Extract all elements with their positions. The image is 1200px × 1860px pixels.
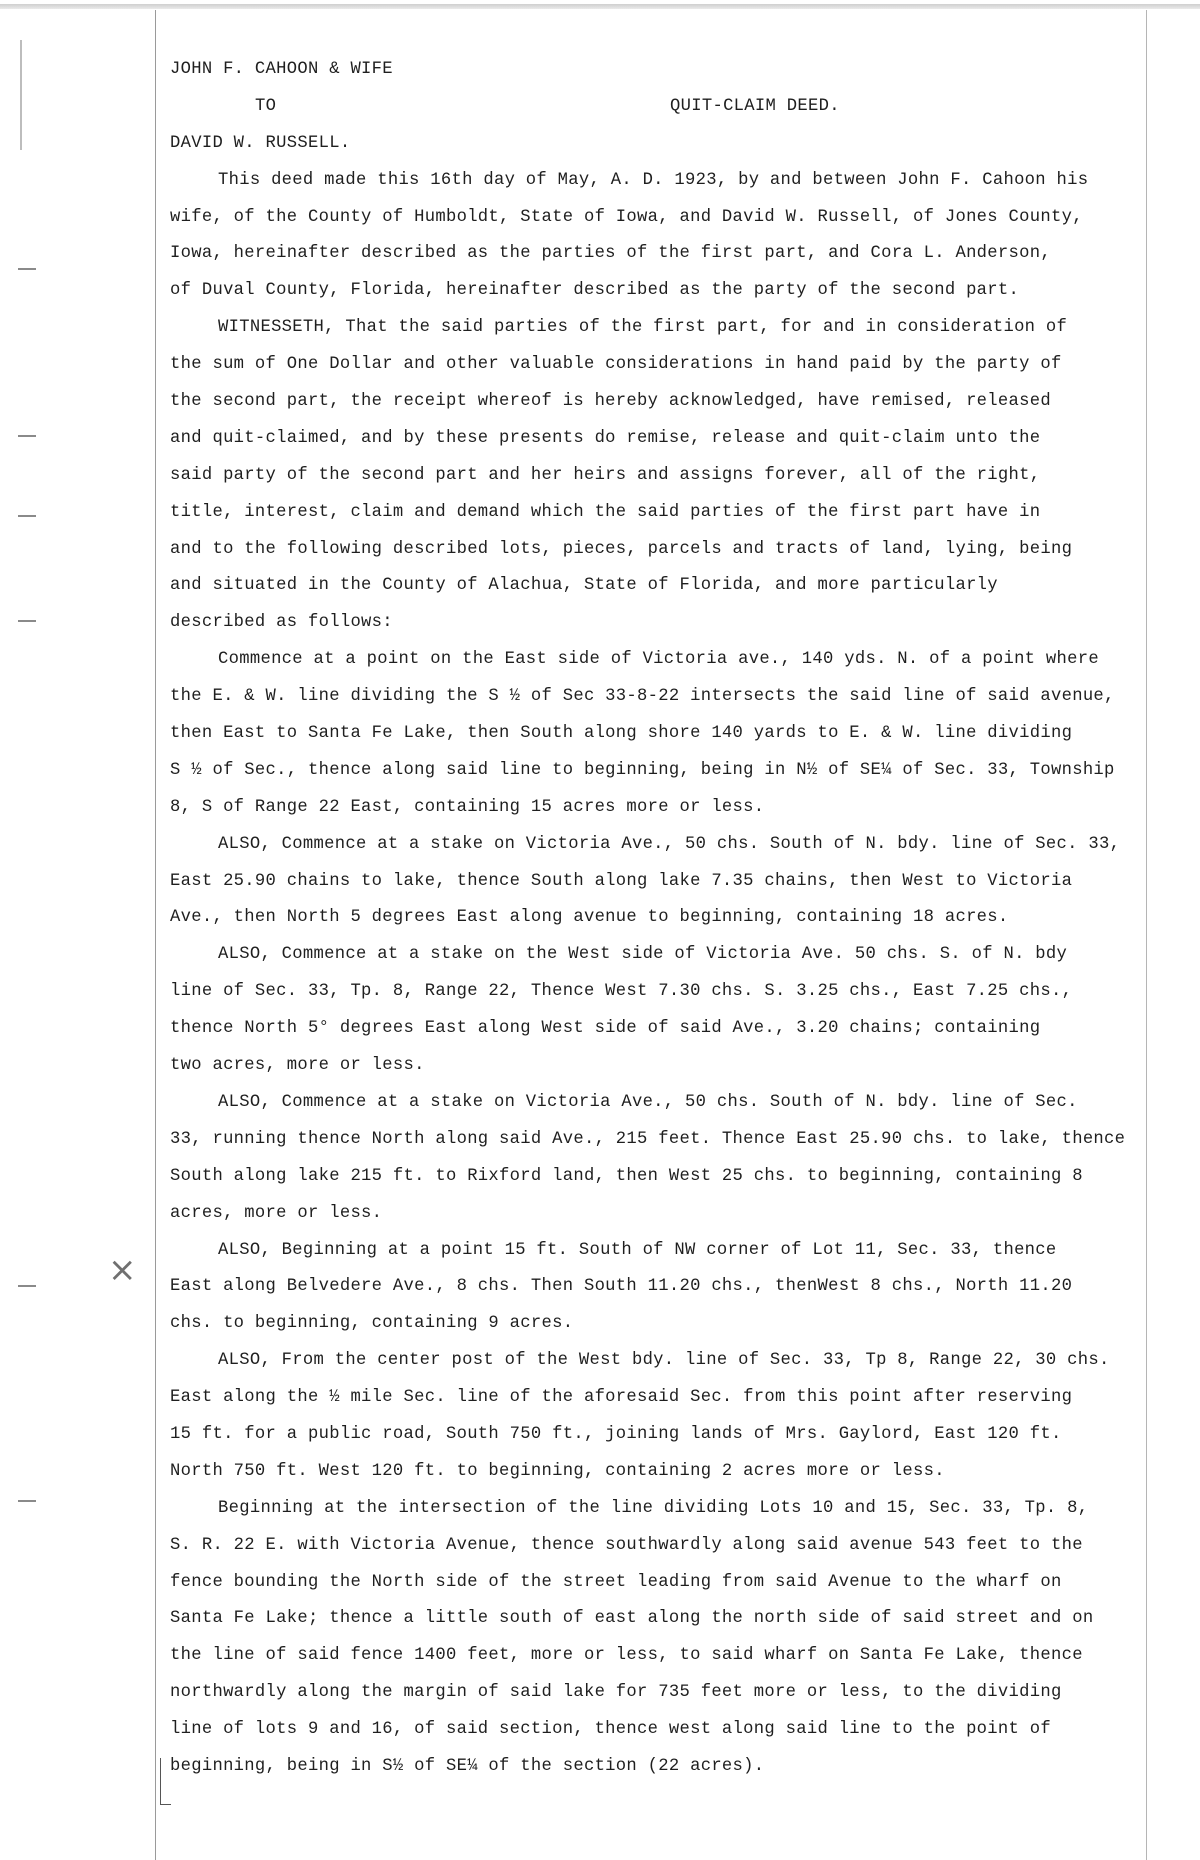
grantee-name: DAVID W. RUSSELL. — [170, 133, 351, 153]
paragraph-parcel2 — [170, 827, 1121, 938]
text-line: and to the following described lots, pieces, parcels and tracts of land, lying, being — [170, 539, 1073, 559]
text-line: Santa Fe Lake; thence a little south of east along the north side of said street and on — [170, 1609, 1094, 1629]
text-line: Commence at a point on the East side of Victoria ave., 140 yds. N. of a point where — [218, 650, 1099, 670]
margin-smudge — [20, 40, 22, 150]
header-grantor-row — [170, 52, 1100, 89]
text-line: 33, running thence North along said Ave., 215 feet. Thence East 25.90 chs. to lake, thence — [170, 1129, 1126, 1149]
margin-tick — [18, 1500, 36, 1502]
text-line: fence bounding the North side of the street leading from said Avenue to the wharf on — [170, 1572, 1062, 1592]
document-type: QUIT-CLAIM DEED. — [670, 96, 840, 116]
text-line: 8, S of Range 22 East, containing 15 acres more or less. — [170, 797, 765, 817]
header-to-row — [170, 89, 1100, 126]
paragraph-intro — [170, 163, 1100, 311]
text-line: line of Sec. 33, Tp. 8, Range 22, Thence West 7.30 chs. S. 3.25 chs., East 7.25 chs., — [170, 982, 1073, 1002]
margin-tick — [18, 515, 36, 517]
header-grantee-row — [170, 126, 1100, 163]
text-line: the line of said fence 1400 feet, more or less, to said wharf on Santa Fe Lake, thence — [170, 1646, 1083, 1666]
paragraph-parcel3 — [170, 937, 1100, 1085]
text-line: thence North 5° degrees East along West side of said Ave., 3.20 chains; containing — [170, 1019, 1041, 1039]
text-line: beginning, being in S½ of SE¼ of the section (22 acres). — [170, 1756, 765, 1776]
text-line: two acres, more or less. — [170, 1056, 425, 1076]
text-line: then East to Santa Fe Lake, then South along shore 140 yards to E. & W. line dividing — [170, 724, 1073, 744]
text-line: the E. & W. line dividing the S ½ of Sec 33-8-22 intersects the said line of said avenue, — [170, 687, 1115, 707]
text-line: East along the ½ mile Sec. line of the aforesaid Sec. from this point after reserving — [170, 1388, 1073, 1408]
text-line: line of lots 9 and 16, of said section, thence west along said line to the point of — [170, 1720, 1051, 1740]
margin-tick — [18, 435, 36, 437]
text-line: ALSO, Commence at a stake on Victoria Ave., 50 chs. South of N. bdy. line of Sec. — [218, 1092, 1078, 1112]
text-line: described as follows: — [170, 613, 393, 633]
top-edge-rule — [0, 4, 1200, 9]
text-line: East 25.90 chains to lake, thence South along lake 7.35 chains, then West to Victoria — [170, 871, 1073, 891]
paragraph-parcel1 — [170, 642, 1115, 826]
header-to: TO — [255, 96, 277, 116]
text-line: acres, more or less. — [170, 1203, 383, 1223]
text-line: WITNESSETH, That the said parties of the first part, for and in consideration of — [218, 318, 1068, 338]
text-line: ALSO, Beginning at a point 15 ft. South of NW corner of Lot 11, Sec. 33, thence — [218, 1240, 1057, 1260]
paragraph-parcel5 — [170, 1233, 1100, 1344]
text-line: chs. to beginning, containing 9 acres. — [170, 1314, 574, 1334]
text-line: ALSO, Commence at a stake on the West side of Victoria Ave. 50 chs. S. of N. bdy — [218, 945, 1068, 965]
text-line: and quit-claimed, and by these presents do remise, release and quit-claim unto the — [170, 428, 1041, 448]
deed-text — [170, 52, 1126, 1786]
paragraph-parcel6 — [170, 1343, 1110, 1491]
text-line: Beginning at the intersection of the line dividing Lots 10 and 15, Sec. 33, Tp. 8, — [218, 1498, 1089, 1518]
handwritten-x-mark: ⨯ — [108, 1250, 137, 1290]
deed-body — [170, 163, 1126, 1786]
paragraph-parcel4 — [170, 1085, 1126, 1233]
text-line: and situated in the County of Alachua, State of Florida, and more particularly — [170, 576, 998, 596]
text-line: said party of the second part and her heirs and assigns forever, all of the right, — [170, 465, 1041, 485]
text-line: wife, of the County of Humboldt, State of Iowa, and David W. Russell, of Jones County, — [170, 207, 1083, 227]
text-line: S. R. 22 E. with Victoria Avenue, thence southwardly along said avenue 543 feet to the — [170, 1535, 1083, 1555]
text-line: title, interest, claim and demand which the said parties of the first part have in — [170, 502, 1041, 522]
text-line: the sum of One Dollar and other valuable considerations in hand paid by the party of — [170, 355, 1062, 375]
text-line: This deed made this 16th day of May, A. D. 1923, by and between John F. Cahoon his — [218, 170, 1089, 190]
text-line: northwardly along the margin of said lake for 735 feet more or less, to the dividing — [170, 1683, 1062, 1703]
paragraph-witnesseth — [170, 310, 1100, 642]
text-line: ALSO, From the center post of the West bdy. line of Sec. 33, Tp 8, Range 22, 30 chs. — [218, 1351, 1110, 1371]
text-line: North 750 ft. West 120 ft. to beginning, containing 2 acres more or less. — [170, 1461, 945, 1481]
text-line: S ½ of Sec., thence along said line to beginning, being in N½ of SE¼ of Sec. 33, Township — [170, 760, 1115, 780]
text-line: of Duval County, Florida, hereinafter described as the party of the second part. — [170, 281, 1020, 301]
text-line: 15 ft. for a public road, South 750 ft., joining lands of Mrs. Gaylord, East 120 ft. — [170, 1424, 1062, 1444]
text-line: ALSO, Commence at a stake on Victoria Ave., 50 chs. South of N. bdy. line of Sec. 33, — [218, 834, 1121, 854]
text-line: East along Belvedere Ave., 8 chs. Then South 11.20 chs., thenWest 8 chs., North 11.20 — [170, 1277, 1073, 1297]
margin-tick — [18, 268, 36, 270]
margin-tick — [18, 1285, 36, 1287]
text-line: Iowa, hereinafter described as the parties of the first part, and Cora L. Anderson, — [170, 244, 1051, 264]
text-line: South along lake 215 ft. to Rixford land, then West 25 chs. to beginning, containing 8 — [170, 1166, 1083, 1186]
text-line: Ave., then North 5 degrees East along avenue to beginning, containing 18 acres. — [170, 908, 1009, 928]
margin-tick — [18, 620, 36, 622]
text-line: the second part, the receipt whereof is hereby acknowledged, have remised, released — [170, 392, 1051, 412]
paragraph-parcel7 — [170, 1491, 1100, 1786]
grantor-name: JOHN F. CAHOON & WIFE — [170, 60, 393, 79]
